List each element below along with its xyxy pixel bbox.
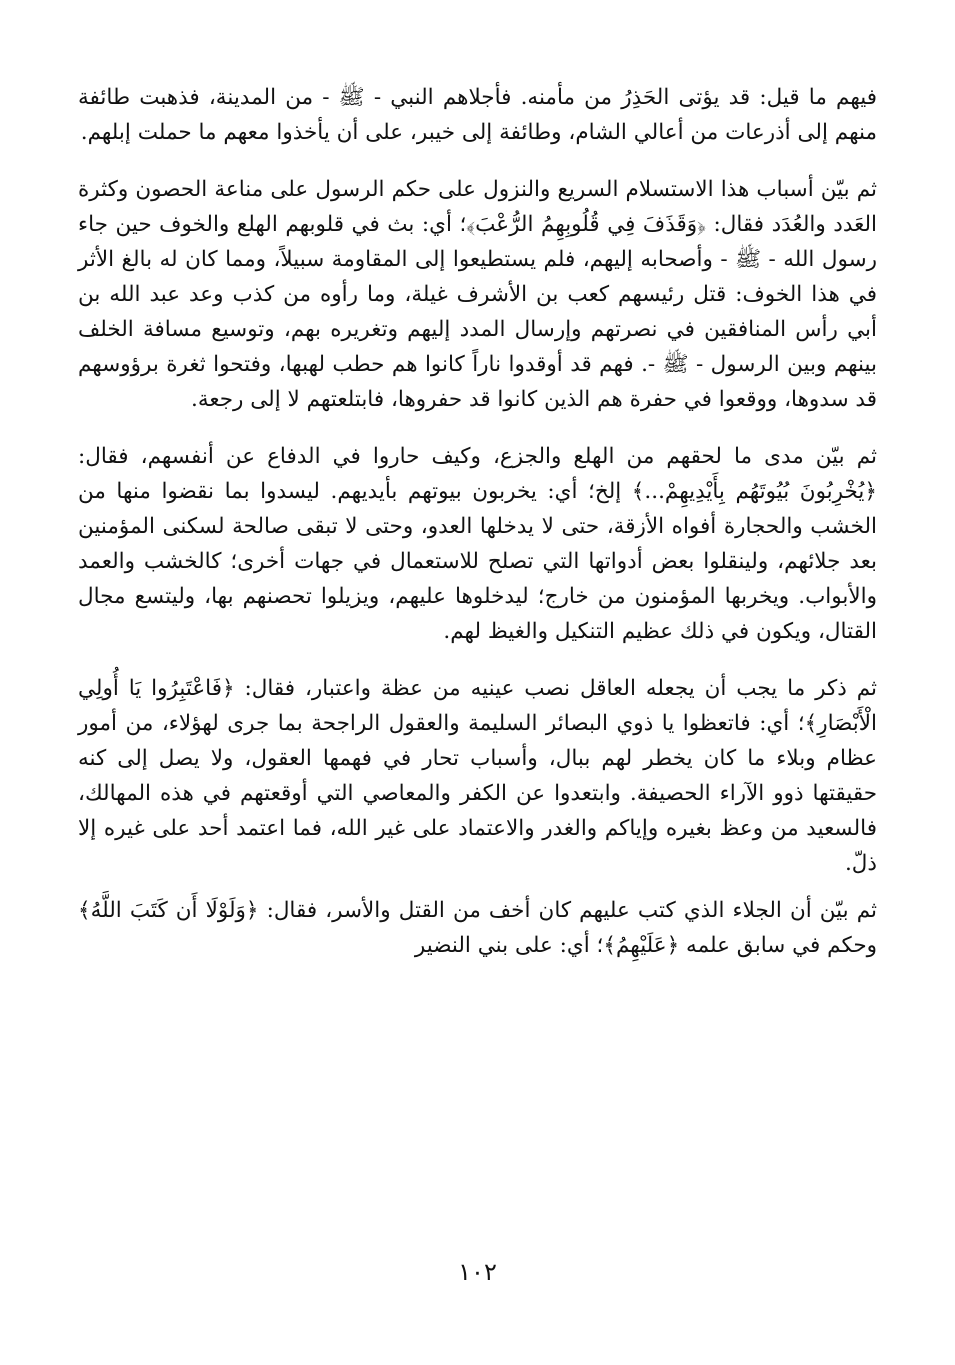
page-number: ١٠٢ bbox=[458, 1258, 497, 1286]
paragraph-5: ثم بيّن أن الجلاء الذي كتب عليهم كان أخف من القتل والأسر، فقال: ﴿وَلَوْلَا أَن كَتَبَ اللَّهُ﴾ وحكم في سابق علمه ﴿عَلَيْهِمُ﴾؛ أي: على بني النضير bbox=[78, 898, 877, 958]
paragraph-2: ثم بيّن أسباب هذا الاستسلام السريع والنزول على حكم الرسول على مناعة الحصون وكثرة العَدد والعُدَد فقال: ﴿وَقَذَفَ فِي قُلُوبِهِمُ الرُّعْبَ﴾؛ أي: بث في قلوبهم الهلع والخوف حين جاء رسول الله - ﷺ - وأصحابه إليهم، فلم يستطيعوا إلى المقاومة سبيلاً، ومما كان له بالغ الأثر في هذا الخوف: قتل رئيسهم كعب بن الأشرف غيلة، وما رأوه من كذب وعد عبد الله بن أبي رأس المنافقين في نصرتهم وإرسال المدد إليهم وتغريره بهم، وتوسيع مسافة الخلف بينهم وبين الرسول - ﷺ -. فهم قد أوقدوا ناراً كانوا هم حطب لهبها، وفتحوا ثغرة برؤوسهم قد سدوها، ووقعوا في حفرة هم الذين كانوا قد حفروها، فابتلعتهم لا إلى رجعة. bbox=[78, 177, 877, 412]
page-body bbox=[78, 80, 877, 963]
paragraph-3: ثم بيّن مدى ما لحقهم من الهلع والجزع، وكيف حاروا في الدفاع عن أنفسهم، فقال: ﴿يُخْرِبُونَ بُيُوتَهُم بِأَيْدِيهِمْ...﴾ إلخ؛ أي: يخربون بيوتهم بأيديهم. ليسدوا بما نقضوا منها من الخشب والحجارة أفواه الأزقة، حتى لا يدخلها العدو، وحتى لا تبقى صالحة لسكنى المؤمنين بعد جلائهم، ولينقلوا بعض أدواتها التي تصلح للاستعمال في جهات أخرى؛ كالخشب والعمد والأبواب. ويخربها المؤمنون من خارج؛ ليدخلوها عليهم، ويزيلوا تحصنهم بها، وليتسع مجال القتال، ويكون في ذلك عظيم التنكيل والغيظ لهم. bbox=[78, 444, 877, 644]
paragraph-1: فيهم ما قيل: قد يؤتى الحَذِرُ من مأمنه. فأجلاهم النبي - ﷺ - من المدينة، فذهبت طائفة منهم إلى أذرعات من أعالي الشام، وطائفة إلى خيبر، على أن يأخذوا معهم ما حملت إبلهم. bbox=[78, 85, 877, 145]
paragraph-4: ثم ذكر ما يجب أن يجعله العاقل نصب عينيه من عظة واعتبار، فقال: ﴿فَاعْتَبِرُوا يَا أُولِي الْأَبْصَارِ﴾؛ أي: فاتعظوا يا ذوي البصائر السليمة والعقول الراجحة بما جرى لهؤلاء، من أمور عظام وبلاء ما كان يخطر لهم ببال، وأسباب تحار في فهمها العقول، ولا يصل إلى كنه حقيقتها ذوو الآراء الحصيفة. وابتعدوا عن الكفر والمعاصي التي أوقعتهم في هذه المهالك، فالسعيد من وعظ بغيره وإياكم والغدر والاعتماد على غير الله، فما اعتمد أحد على غيره إلا ذلّ. bbox=[78, 676, 877, 876]
